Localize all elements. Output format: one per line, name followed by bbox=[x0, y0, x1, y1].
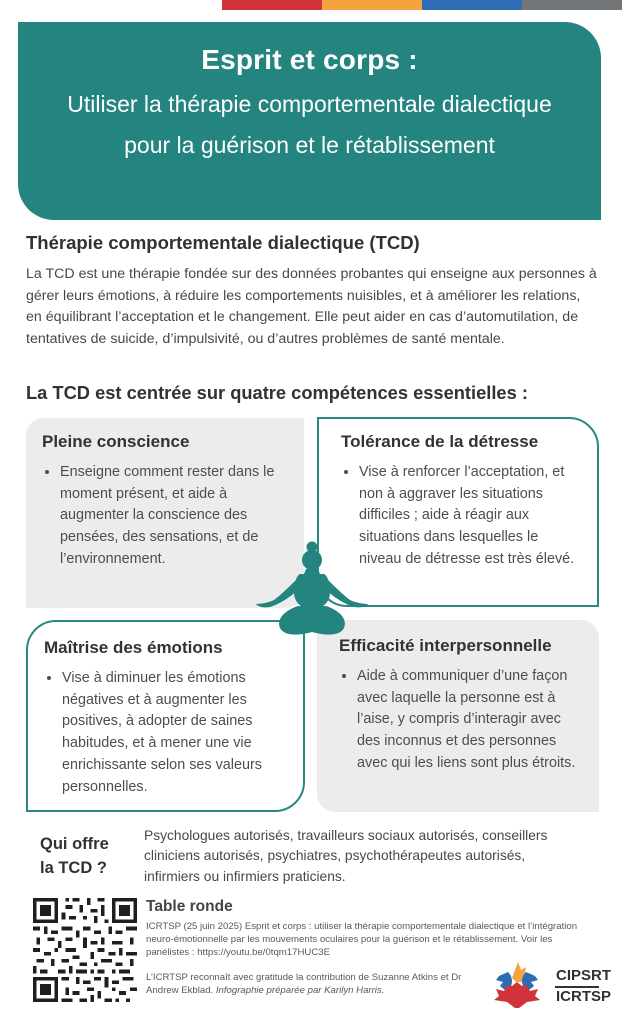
page-title: Esprit et corps : bbox=[201, 44, 418, 75]
skill-card-title: Efficacité interpersonnelle bbox=[339, 636, 552, 655]
acknowledgement-text: L’ICRTSP reconnaît avec gratitude la contribution de Suzanne Atkins et Dr Andrew Ekblad. bbox=[146, 972, 462, 996]
infographic-credit: Infographie préparée par Karilyn Harris. bbox=[215, 984, 385, 996]
skills-heading: La TCD est centrée sur quatre compétences essentielles : bbox=[26, 382, 528, 403]
skill-card-title: Tolérance de la détresse bbox=[341, 432, 539, 451]
who-label-line1: Qui offre bbox=[40, 835, 109, 853]
top-color-bar bbox=[222, 0, 622, 10]
page-subtitle: Utiliser la thérapie comportementale dialectique pour la guérison et le rétablissement bbox=[67, 91, 552, 158]
skill-card-title: Pleine conscience bbox=[42, 432, 190, 451]
title-banner bbox=[18, 22, 601, 220]
logo-text-english: CIPSRT bbox=[556, 967, 612, 984]
topbar-gray bbox=[522, 0, 622, 10]
who-offers-text: Psychologues autorisés, travailleurs sociaux autorisés, conseillers cliniciens autorisés, psychiatres, psychothérapeutes autorisés, infirmiers ou infirmiers praticiens. bbox=[144, 828, 548, 884]
skill-card-list bbox=[341, 462, 581, 571]
roundtable-title: Table ronde bbox=[146, 898, 233, 915]
who-offers-label bbox=[40, 832, 109, 880]
topbar-blue bbox=[422, 0, 522, 10]
who-label-line2: la TCD ? bbox=[40, 859, 107, 877]
qr-code-icon[interactable] bbox=[33, 898, 137, 1002]
skill-card-emotion-regulation bbox=[26, 620, 305, 812]
skill-card-text: • Aide à communiquer d’une façon avec laquelle la personne est à l’aise, y compris d’interagir avec des inconnus et des personnes avec qui les liens sont plus étroits. bbox=[357, 666, 583, 775]
skill-card-interpersonal-effectiveness bbox=[317, 620, 599, 812]
logo-text-french: ICRTSP bbox=[556, 988, 612, 1005]
skill-card-text: • Enseigne comment rester dans le moment présent, et aide à augmenter la conscience des pensées, des sensations, et de l’environnement. bbox=[60, 462, 288, 571]
acknowledgement bbox=[146, 972, 482, 998]
roundtable-citation: ICRTSP (25 juin 2025) Esprit et corps : utiliser la thérapie comportementale dialectique et l’intégration neuro-émotionnelle par les mouvements oculaires pour la guérison et le rétablissement. Voir les panélistes : https://youtu.be/0tqm17HUC3E bbox=[146, 921, 578, 958]
topbar-orange bbox=[322, 0, 422, 10]
skill-card-text: • Vise à renforcer l’acceptation, et non à aggraver les situations difficiles ; aide à réagir aux situations dans lesquelles le niveau de détresse est très élevé. bbox=[359, 462, 581, 571]
meditation-figure-icon bbox=[252, 540, 372, 642]
skill-card-text: • Vise à diminuer les émotions négatives et à augmenter les positives, à adopter de saines habitudes, et à mener une vie enrichissante selon ses valeurs personnelles. bbox=[62, 668, 287, 798]
intro-heading: Thérapie comportementale dialectique (TCD) bbox=[26, 232, 420, 253]
skill-card-list bbox=[44, 668, 287, 798]
skill-card-title: Maîtrise des émotions bbox=[44, 638, 223, 657]
topbar-red bbox=[222, 0, 322, 10]
intro-body: La TCD est une thérapie fondée sur des données probantes qui enseigne aux personnes à gérer leurs émotions, à réduire les comportements nuisibles, et à améliorer les relations, en équilibrant l’acceptation et le changement. Elle peut aider en cas d’automutilation, de tentatives de suicide, d’impulsivité, ou d’autres problèmes de santé mentale. bbox=[26, 266, 597, 347]
skill-card-list bbox=[339, 666, 583, 775]
